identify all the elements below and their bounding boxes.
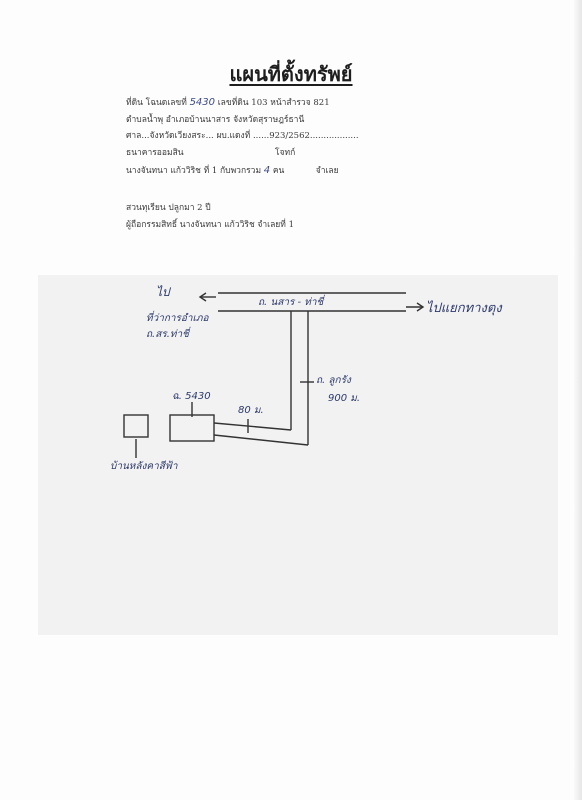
location-map xyxy=(38,275,558,635)
map-drawing xyxy=(38,275,558,635)
main-road-label: ถ. นสาร - ท่าชี่ xyxy=(258,297,324,308)
access-distance-label: 80 ม. xyxy=(238,405,264,416)
to-right-destination: ไปแยกทางตุง xyxy=(426,301,502,316)
neighbor-label: บ้านหลังคาสีฟ้า xyxy=(110,461,178,472)
bank-name: ธนาคารออมสิน xyxy=(126,148,184,158)
defendant-line xyxy=(126,163,339,177)
location-line: ตำบลน้ำพุ อำเภอบ้านนาสาร จังหวัดสุราษฎร์ธานี xyxy=(126,115,305,125)
owner-line: ผู้ถือกรรมสิทธิ์ นางจันทนา แก้ววิริช จำเลยที่ 1 xyxy=(126,220,294,230)
survey-label: หน้าสำรวจ xyxy=(270,98,311,108)
plaintiff-role: โจทก์ xyxy=(275,148,296,158)
to-left-label: ไป xyxy=(156,285,170,299)
parcel-label: ฉ. 5430 xyxy=(172,391,211,402)
parties-line xyxy=(126,145,295,159)
to-left-road: ถ.สร.ท่าชี่ xyxy=(146,329,189,340)
defendant-count: 4 xyxy=(263,165,271,176)
deed-number: 5430 xyxy=(189,97,216,108)
land-no: 103 xyxy=(251,98,268,108)
scan-edge-shadow xyxy=(574,0,582,800)
plantation-line: สวนทุเรียน ปลูกมา 2 ปี xyxy=(126,203,211,213)
survey-no: 821 xyxy=(313,98,330,108)
to-left-destination: ที่ว่าการอำเภอ xyxy=(146,313,209,324)
neighbor-box xyxy=(124,415,148,437)
land-no-label: เลขที่ดิน xyxy=(217,98,249,108)
side-road-distance: 900 ม. xyxy=(328,393,361,404)
parcel-box xyxy=(170,415,214,441)
deed-line xyxy=(126,95,330,109)
court-line: ศาล...จังหวัดเวียงสระ... ผบ.แดงที่ ......923/2562.................. xyxy=(126,131,359,141)
side-road-label: ถ. ลูกรัง xyxy=(316,375,351,386)
access-path-bottom-edge xyxy=(214,435,308,445)
deed-prefix: ที่ดิน โฉนดเลขที่ xyxy=(126,98,187,108)
defendant-role: จำเลย xyxy=(315,166,339,176)
document-title: แผนที่ตั้งทรัพย์ xyxy=(229,62,353,86)
defendant-name: นางจันทนา แก้ววิริช ที่ 1 กับพวกรวม xyxy=(126,166,262,176)
access-path-top-edge xyxy=(214,423,291,430)
defendant-unit: คน xyxy=(272,166,285,176)
